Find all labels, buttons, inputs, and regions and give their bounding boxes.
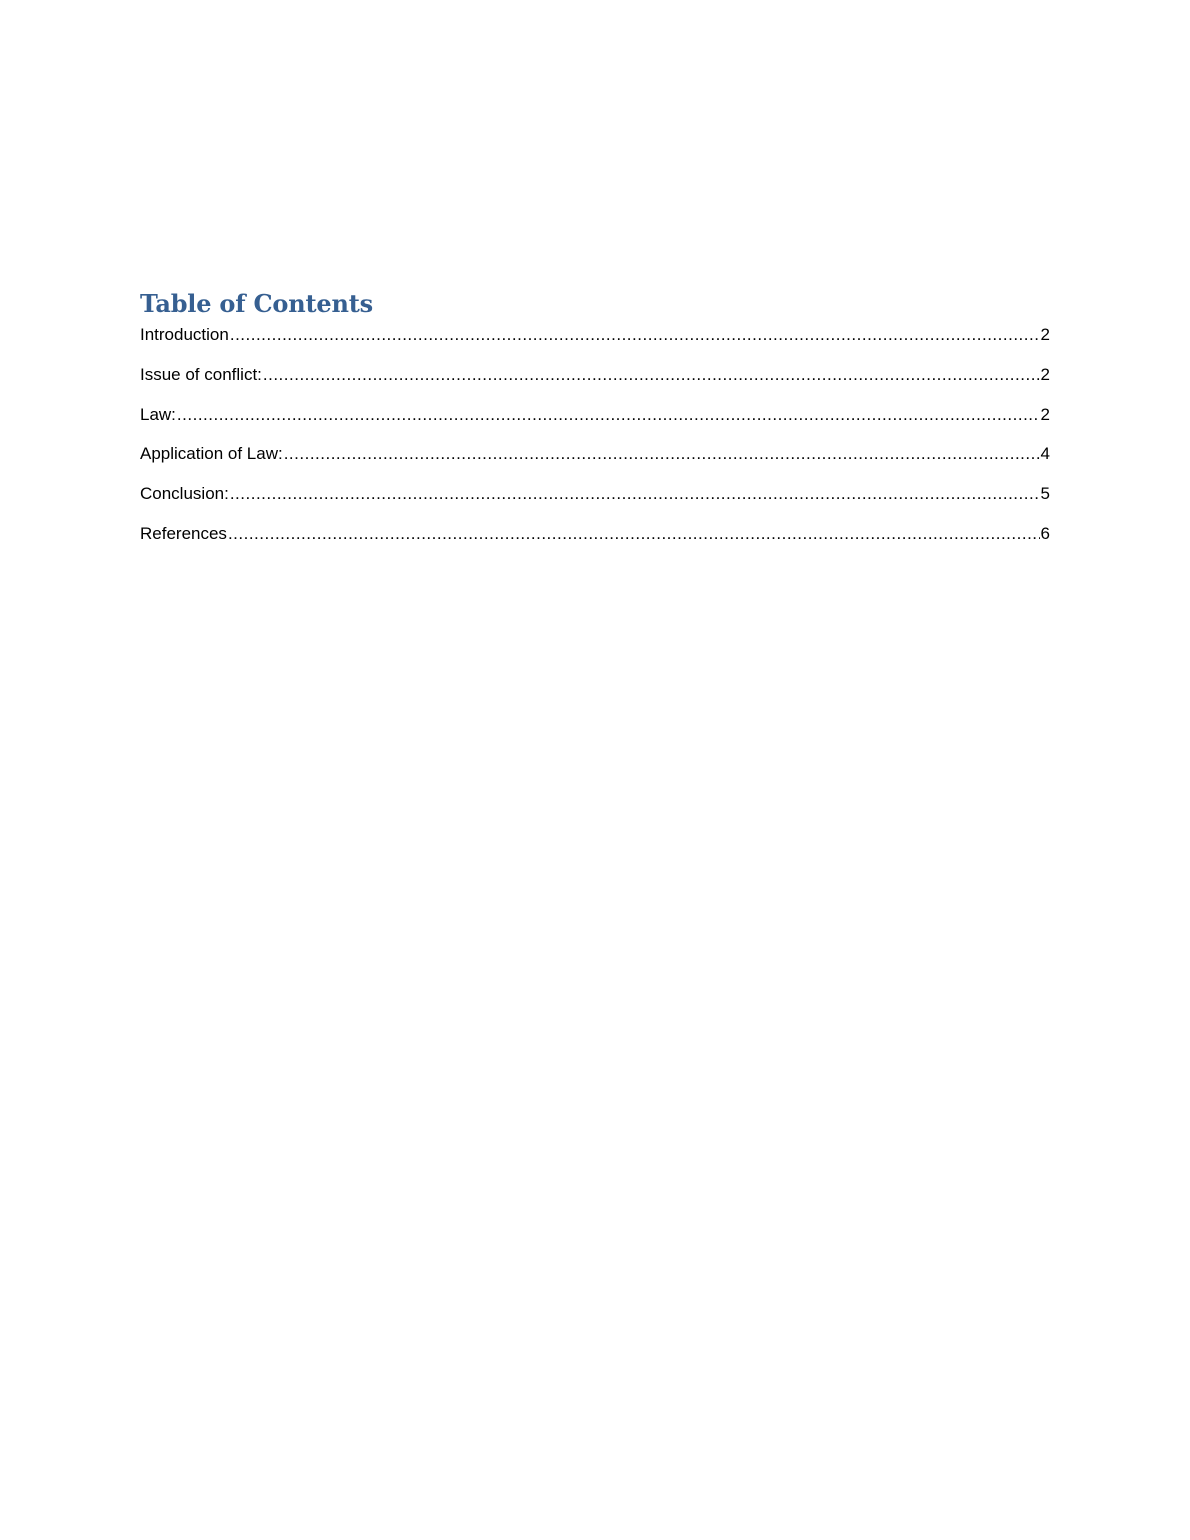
toc-entry-page-number: 2 xyxy=(1040,404,1050,424)
toc-dot-leader xyxy=(284,441,1040,467)
toc-dot-leader xyxy=(228,521,1040,547)
toc-dot-leader xyxy=(177,402,1040,428)
toc-entry-page-number: 2 xyxy=(1040,364,1050,384)
toc-dot-leader xyxy=(230,322,1040,348)
toc-entry-label: Law: xyxy=(140,404,176,424)
toc-list xyxy=(140,322,1050,561)
toc-entry-label: References xyxy=(140,523,227,543)
toc-entry-law[interactable] xyxy=(140,402,1050,442)
toc-entry-page-number: 4 xyxy=(1040,444,1050,464)
toc-entry-label: Issue of conflict: xyxy=(140,364,262,384)
toc-entry-page-number: 2 xyxy=(1040,325,1050,344)
toc-entry-conclusion[interactable] xyxy=(140,481,1050,521)
toc-dot-leader xyxy=(263,362,1040,388)
toc-entry-page-number: 6 xyxy=(1040,523,1050,543)
toc-entry-introduction[interactable] xyxy=(140,322,1050,362)
toc-entry-page-number: 5 xyxy=(1040,484,1050,504)
toc-heading: Table of Contents xyxy=(140,289,373,318)
toc-dot-leader xyxy=(230,481,1040,507)
toc-entry-label: Conclusion: xyxy=(140,484,229,504)
toc-entry-application-of-law[interactable] xyxy=(140,441,1050,481)
toc-entry-references[interactable] xyxy=(140,521,1050,561)
toc-entry-label: Introduction xyxy=(140,325,229,344)
toc-entry-label: Application of Law: xyxy=(140,444,283,464)
toc-entry-issue-of-conflict[interactable] xyxy=(140,362,1050,402)
table-of-contents xyxy=(140,286,1050,561)
